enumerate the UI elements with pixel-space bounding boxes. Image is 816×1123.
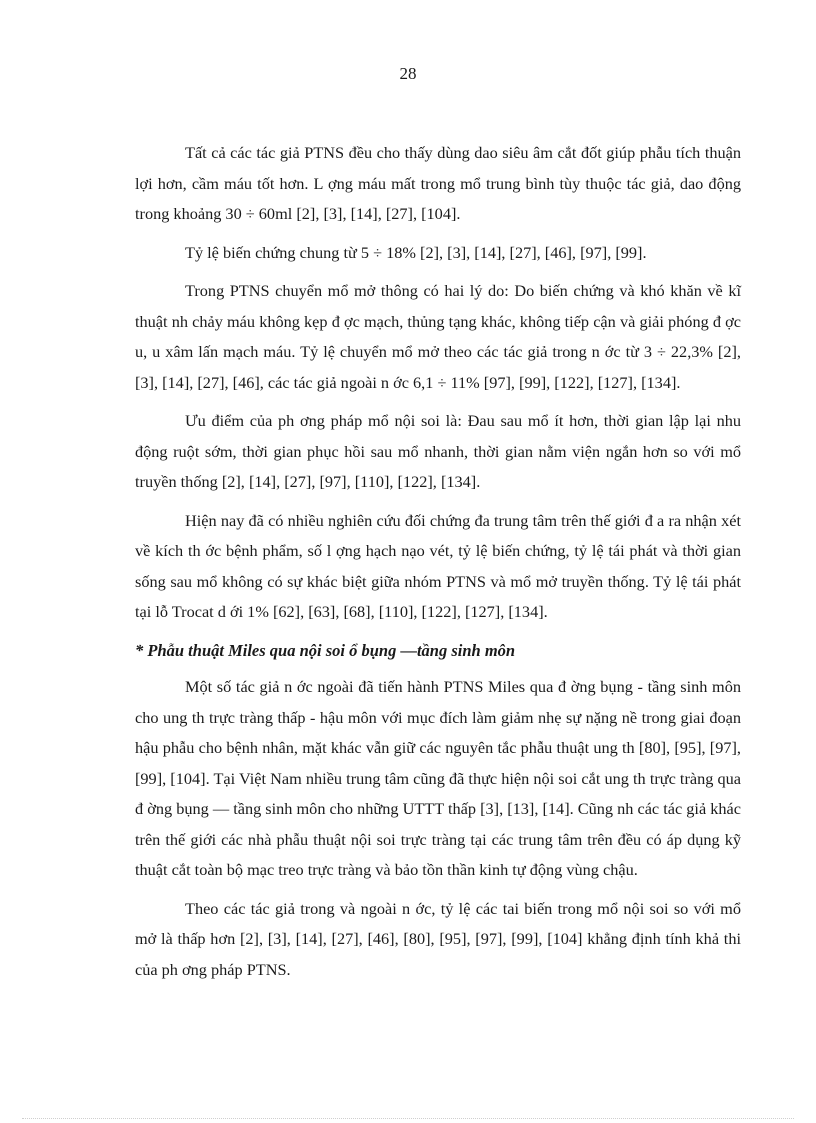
page-number: 28 (399, 64, 417, 83)
paragraph-2: Tỷ lệ biến chứng chung từ 5 ÷ 18% [2], [3], [14], [27], [46], [97], [99]. (185, 242, 647, 262)
section-heading: * Phẫu thuật Miles qua nội soi ổ bụng —tầng sinh môn (135, 640, 516, 660)
paragraph-3: Trong PTNS chuyển mổ mở thông có hai lý do: Do biến chứng và khó khăn về kĩ thuật nh chảy máu không kẹp đ ợc mạch, thủng tạng khác, không tiếp cận và giải phóng đ ợc u, u xâm lấn mạch máu. Tỷ lệ chuyển mổ mở theo các tác giả trong n ớc từ 3 ÷ 22,3% [2], [3], [14], [27], [46], các tác giả ngoài n ớc 6,1 ÷ 11% [97], [99], [122], [127], [134]. (135, 281, 741, 392)
page-body (135, 138, 741, 993)
paragraph-7: Theo các tác giả trong và ngoài n ớc, tỷ lệ các tai biến trong mổ nội soi so với mổ mở là thấp hơn [2], [3], [14], [27], [46], [80], [95], [97], [99], [104] khẳng định tính khả thi của ph ơng pháp PTNS. (135, 898, 741, 979)
paragraph-6: Một số tác giả n ớc ngoài đã tiến hành PTNS Miles qua đ ờng bụng - tầng sinh môn cho ung th trực tràng thấp - hậu môn với mục đích làm giảm nhẹ sự nặng nề trong giai đoạn hậu phẫu cho bệnh nhân, mặt khác vẫn giữ các nguyên tắc phẫu thuật ung th [80], [95], [97], [99], [104]. Tại Việt Nam nhiều trung tâm cũng đã thực hiện nội soi cắt ung th trực tràng qua đ ờng bụng — tầng sinh môn cho những UTTT thấp [3], [13], [14]. Cũng nh các tác giả khác trên thế giới các nhà phẫu thuật nội soi trực tràng tại các trung tâm trên đều có áp dụng kỹ thuật cắt toàn bộ mạc treo trực tràng và bảo tồn thần kinh tự động vùng chậu. (135, 677, 741, 879)
paragraph-5: Hiện nay đã có nhiều nghiên cứu đối chứng đa trung tâm trên thế giới đ a ra nhận xét về kích th ớc bệnh phẩm, số l ợng hạch nạo vét, tỷ lệ biến chứng, tỷ lệ tái phát và thời gian sống sau mổ không có sự khác biệt giữa nhóm PTNS và mổ mở truyền thống. Tỷ lệ tái phát tại lỗ Trocat d ới 1% [62], [63], [68], [110], [122], [127], [134]. (135, 510, 741, 621)
page-bottom-divider (22, 1118, 794, 1119)
paragraph-1: Tất cả các tác giả PTNS đều cho thấy dùng dao siêu âm cắt đốt giúp phẫu tích thuận lợi hơn, cầm máu tốt hơn. L ợng máu mất trong mổ trung bình tùy thuộc tác giả, dao động trong khoảng 30 ÷ 60ml [2], [3], [14], [27], [104]. (135, 143, 741, 223)
paragraph-4: Ưu điểm của ph ơng pháp mổ nội soi là: Đau sau mổ ít hơn, thời gian lập lại nhu động ruột sớm, thời gian phục hồi sau mổ nhanh, thời gian nằm viện ngắn hơn so với mổ truyền thống [2], [14], [27], [97], [110], [122], [134]. (135, 411, 741, 491)
